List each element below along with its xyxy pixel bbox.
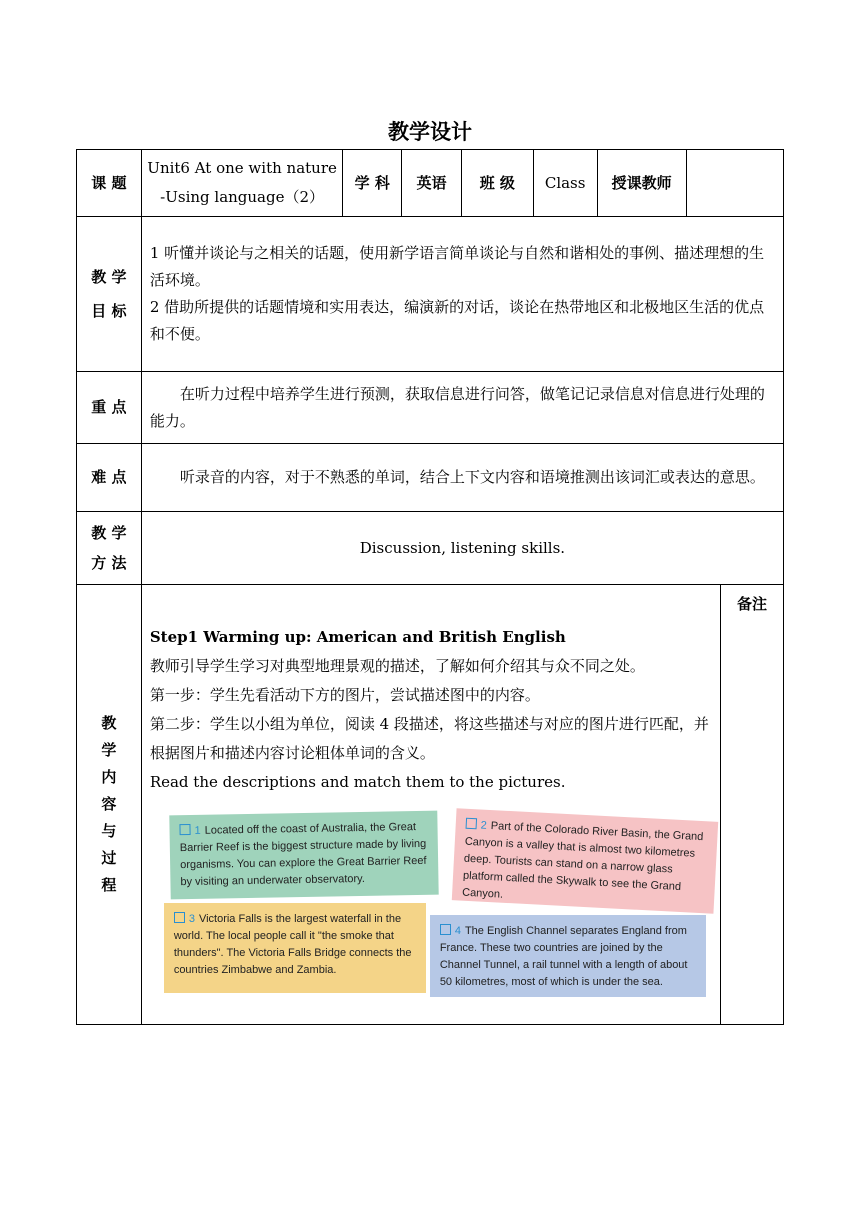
content-label-char: 内 <box>101 768 117 786</box>
content-label-char: 教 <box>101 714 117 732</box>
checkbox-icon[interactable] <box>465 818 477 830</box>
objectives-label <box>77 217 142 372</box>
objectives-label-2: 目 标 <box>91 302 127 320</box>
card-text: Part of the Colorado River Basin, the Grand Canyon is a valley that is almost two kilometres deep. Tourists can stand on a narrow glass platform called the Skywalk to see the Grand Canyon. <box>461 820 704 901</box>
lesson-plan-table <box>76 149 784 1025</box>
methods-label <box>77 512 142 585</box>
content-body <box>141 585 720 1025</box>
key-points-label: 重 点 <box>77 372 142 444</box>
step1-heading: Step1 Warming up: American and British English <box>149 628 566 646</box>
methods-label-1: 教 学 <box>91 524 127 542</box>
content-paragraph: 第二步：学生以小组为单位，阅读 4 段描述，将这些描述与对应的图片进行匹配，并根据图片和描述内容讨论粗体单词的含义。 <box>149 715 709 762</box>
objectives-text <box>141 217 783 372</box>
methods-label-2: 方 法 <box>91 554 127 572</box>
teacher-label: 授课教师 <box>597 150 686 217</box>
content-label-char: 学 <box>101 741 117 759</box>
topic-line-2: -Using language（2） <box>160 188 325 206</box>
methods-row <box>77 512 784 585</box>
description-card-4 <box>430 915 706 997</box>
card-number: 4 <box>454 925 461 937</box>
content-paragraph: Read the descriptions and match them to the pictures. <box>149 773 566 791</box>
objectives-label-1: 教 学 <box>91 268 127 286</box>
checkbox-icon[interactable] <box>174 912 185 923</box>
checkbox-icon[interactable] <box>179 824 190 835</box>
class-value: Class <box>533 150 597 217</box>
description-card-1 <box>169 811 438 900</box>
note-label: 备注 <box>721 585 784 1025</box>
checkbox-icon[interactable] <box>440 924 451 935</box>
content-label-char: 容 <box>101 795 117 813</box>
topic-value <box>141 150 343 217</box>
content-label-char: 与 <box>101 822 117 840</box>
key-points-text: 在听力过程中培养学生进行预测，获取信息进行问答，做笔记记录信息对信息进行处理的能力。 <box>141 372 783 444</box>
card-text: Victoria Falls is the largest waterfall in the world. The local people call it "the smoke that thunders". The Victoria Falls Bridge connects the countries Zimbabwe and Zambia. <box>173 913 412 976</box>
header-row <box>77 150 784 217</box>
content-paragraph: 教师引导学生学习对典型地理景观的描述，了解如何介绍其与众不同之处。 <box>149 657 645 675</box>
subject-label: 学 科 <box>343 150 402 217</box>
objectives-row <box>77 217 784 372</box>
topic-line-1: Unit6 At one with nature <box>147 159 337 177</box>
card-text: The English Channel separates England from France. These two countries are joined by the Channel Tunnel, a rail tunnel with a length of about 50 kilometres, most of which is under the sea. <box>439 925 688 988</box>
description-cards <box>164 811 724 1001</box>
card-text: Located off the coast of Australia, the Great Barrier Reef is the biggest structure made by living organisms. You can explore the Great Barrier Reef by visiting an underwater observatory. <box>179 821 427 889</box>
description-card-2 <box>452 808 718 914</box>
page-title: 教学设计 <box>388 120 472 144</box>
content-label-char: 程 <box>101 876 117 894</box>
difficulties-label: 难 点 <box>77 444 142 512</box>
content-label <box>77 585 142 1025</box>
subject-value: 英语 <box>402 150 462 217</box>
difficulties-row <box>77 444 784 512</box>
objective-2: 2 借助所提供的话题情境和实用表达，编演新的对话，谈论在热带地区和北极地区生活的优点和不便。 <box>149 298 765 343</box>
card-number: 1 <box>194 824 201 837</box>
methods-text: Discussion, listening skills. <box>141 512 783 585</box>
content-paragraph: 第一步：学生先看活动下方的图片，尝试描述图中的内容。 <box>149 686 540 704</box>
card-number: 2 <box>480 819 487 832</box>
objective-1: 1 听懂并谈论与之相关的话题，使用新学语言简单谈论与自然和谐相处的事例、描述理想的生活环境。 <box>149 244 765 289</box>
teacher-value <box>686 150 783 217</box>
content-label-char: 过 <box>101 849 117 867</box>
difficulties-text: 听录音的内容，对于不熟悉的单词，结合上下文内容和语境推测出该词汇或表达的意思。 <box>141 444 783 512</box>
description-card-3 <box>164 903 426 993</box>
content-row <box>77 585 784 1025</box>
key-points-row <box>77 372 784 444</box>
topic-label: 课 题 <box>77 150 142 217</box>
class-label: 班 级 <box>461 150 533 217</box>
card-number: 3 <box>188 913 195 925</box>
